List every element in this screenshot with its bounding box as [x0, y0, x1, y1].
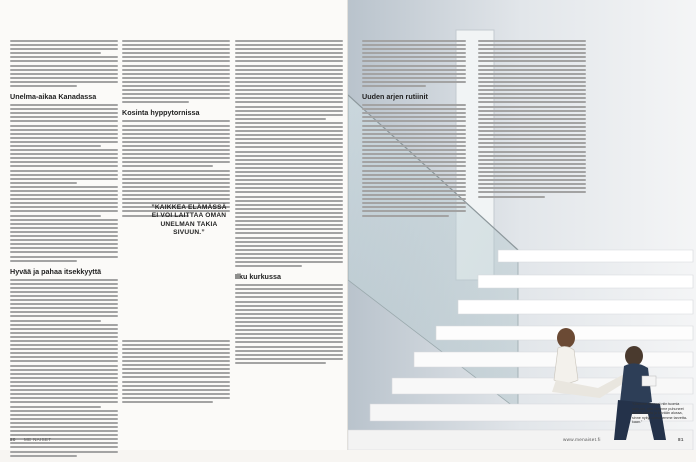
- body-text: [122, 340, 230, 403]
- body-text: [10, 279, 118, 457]
- section-heading-kosinta: Kosinta hyppytornissa: [122, 108, 200, 118]
- right-text-column-1: [362, 40, 466, 222]
- body-text: [122, 40, 230, 103]
- magazine-name: ME NAISET: [24, 437, 52, 442]
- page-number-right: 81: [678, 437, 684, 442]
- right-page: [348, 0, 696, 450]
- body-text: [235, 284, 343, 364]
- body-text: [478, 40, 586, 198]
- section-heading-rutiinit: Uuden arjen rutiinit: [362, 92, 428, 102]
- mug: [642, 376, 656, 386]
- pull-quote: ”KAIKKEA ELÄMÄSSÄ EI VOI LAITTAA OMAN UNELMAN TAKIA SIVUUN.”: [151, 204, 227, 237]
- body-text: [362, 104, 466, 217]
- text-column-3: [235, 40, 343, 369]
- section-heading-itsekkyys: Hyvää ja pahaa itsekkyyttä: [10, 266, 102, 276]
- right-text-column-2: [478, 40, 586, 203]
- body-text: [10, 40, 118, 87]
- photo-caption: ”Olemme mennet niin tuomia nain-sin, että olemme puhuneet asumi-mosta jo kevään alussa, sinne nykyi-sessä-emme tarvetta-kaan.”: [632, 402, 688, 425]
- website-url: www.menaiset.fi: [563, 437, 601, 442]
- body-text: [10, 104, 118, 262]
- page-number-left: 80: [10, 437, 16, 442]
- section-heading-kanada: Unelma-aikaa Kanadassa: [10, 92, 97, 102]
- left-page: [0, 0, 348, 450]
- body-text: [235, 40, 343, 267]
- body-text: [362, 40, 466, 87]
- body-text: [122, 120, 230, 216]
- text-column-1: [10, 40, 118, 462]
- section-heading-ilku: Ilku kurkussa: [235, 272, 281, 282]
